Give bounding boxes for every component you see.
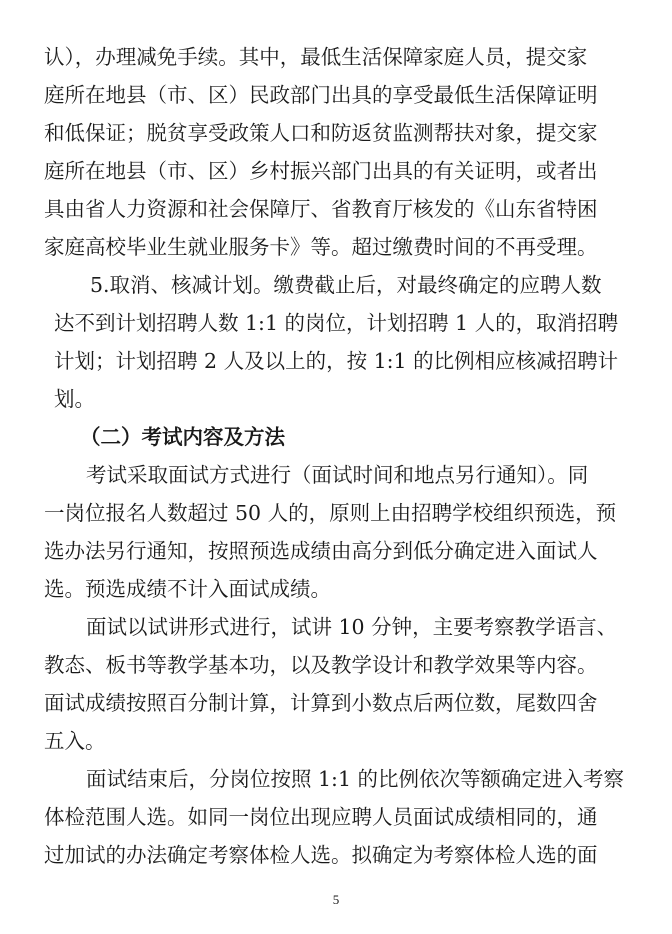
body-text-line: 面试以试讲形式进行，试讲 10 分钟，主要考察教学语言、 (86, 615, 618, 639)
body-text-line: 过加试的办法确定考察体检人选。拟确定为考察体检人选的面 (44, 843, 598, 867)
body-text-line: 庭所在地县（市、区）乡村振兴部门出具的有关证明，或者出 (44, 159, 598, 183)
body-text-line: 五入。 (44, 729, 106, 753)
body-text-line: 教态、板书等教学基本功，以及教学设计和教学效果等内容。 (44, 653, 598, 677)
body-text-line: 达不到计划招聘人数 1:1 的岗位，计划招聘 1 人的，取消招聘 (54, 311, 619, 335)
page-number: 5 (332, 892, 340, 907)
body-text-line: 家庭高校毕业生就业服务卡》等。超过缴费时间的不再受理。 (44, 235, 598, 259)
body-text-line: 和低保证；脱贫享受政策人口和防返贫监测帮扶对象，提交家 (44, 121, 598, 145)
body-text-line: 认），办理减免手续。其中，最低生活保障家庭人员，提交家 (44, 45, 588, 69)
body-text-line: 体检范围人选。如同一岗位出现应聘人员面试成绩相同的，通 (44, 805, 598, 829)
body-text-line: 具由省人力资源和社会保障厅、省教育厅核发的《山东省特困 (44, 197, 598, 221)
body-text-line: 选办法另行通知，按照预选成绩由高分到低分确定进入面试人 (44, 539, 598, 563)
body-text-line: 面试结束后，分岗位按照 1:1 的比例依次等额确定进入考察 (86, 767, 625, 791)
body-text-line: 一岗位报名人数超过 50 人的，原则上由招聘学校组织预选，预 (44, 501, 617, 525)
body-text-line: 考试采取面试方式进行（面试时间和地点另行通知）。同 (86, 463, 589, 487)
body-text-line: 划。 (54, 387, 95, 411)
body-text-line: 5.取消、核减计划。缴费截止后，对最终确定的应聘人数 (90, 273, 602, 297)
body-text-line: 选。预选成绩不计入面试成绩。 (44, 577, 331, 601)
body-text-line: 面试成绩按照百分制计算，计算到小数点后两位数，尾数四舍 (44, 691, 598, 715)
body-text-line: 计划；计划招聘 2 人及以上的，按 1:1 的比例相应核减招聘计 (54, 349, 619, 373)
section-heading: （二）考试内容及方法 (80, 425, 285, 449)
body-text-line: 庭所在地县（市、区）民政部门出具的享受最低生活保障证明 (44, 83, 598, 107)
